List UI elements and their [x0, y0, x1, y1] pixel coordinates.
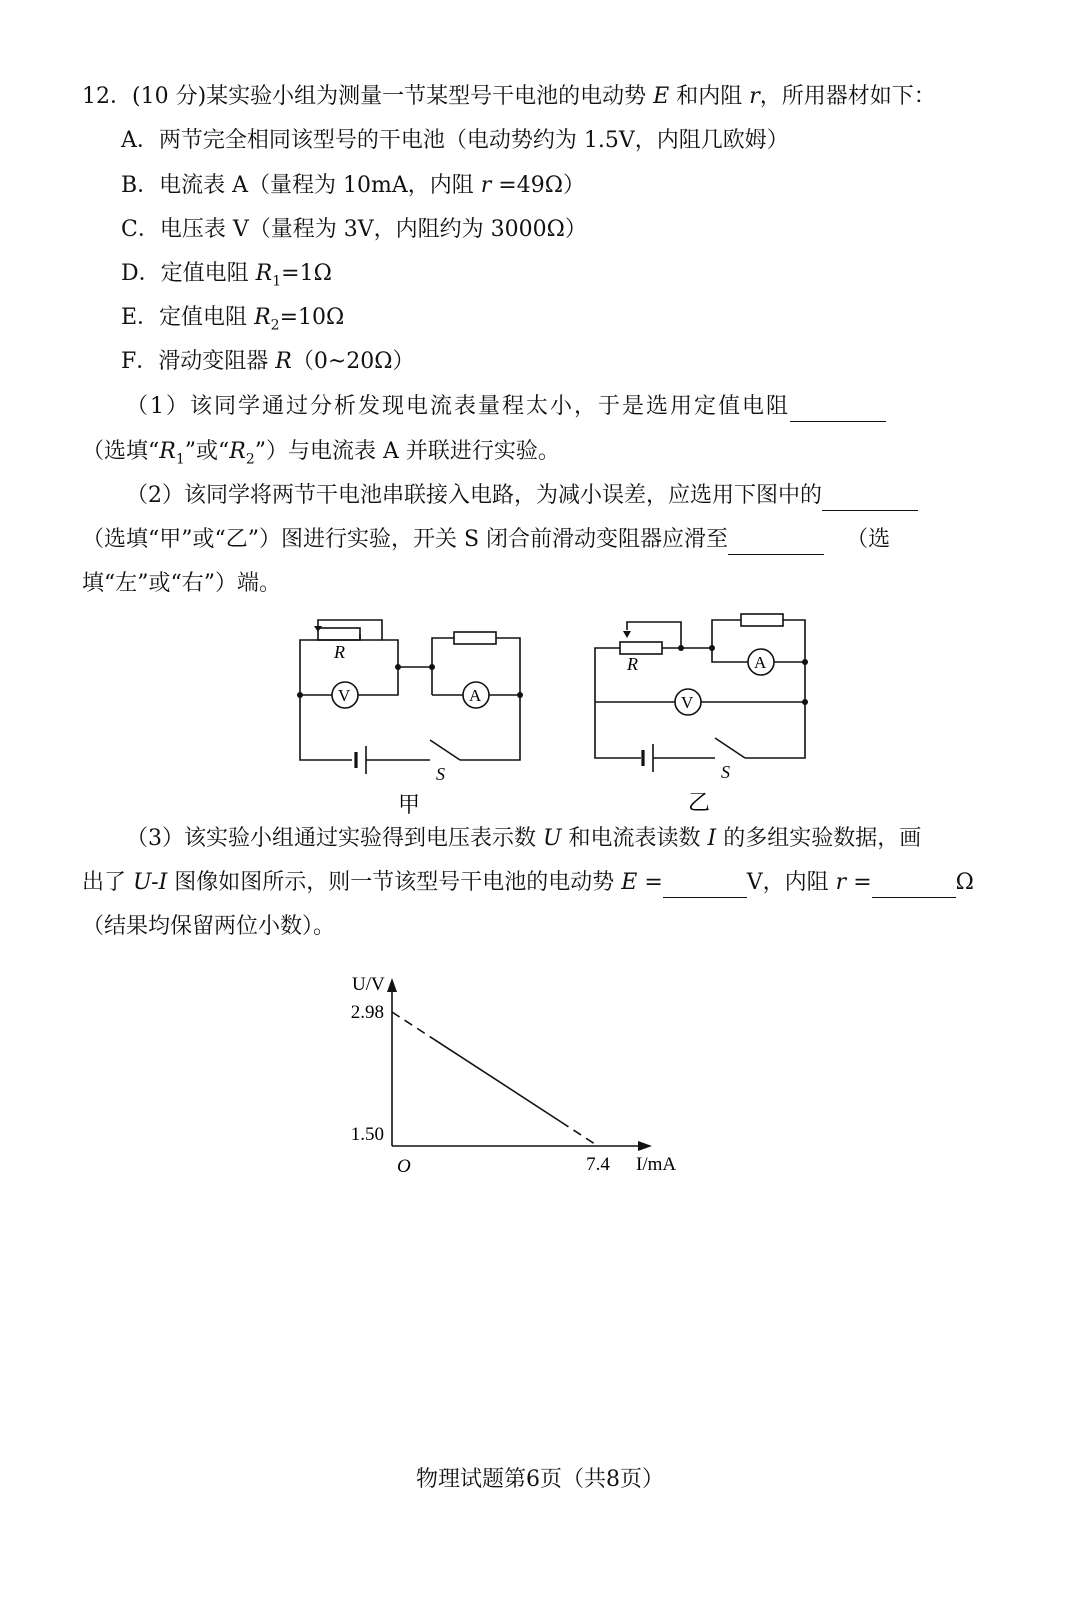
page-footer: 物理试题第6页（共8页）: [416, 1467, 664, 1492]
part1-line2: （选填“$R_1$”或“$R_2$”）与电流表 A 并联进行实验。: [82, 439, 560, 468]
caption-yi: 乙: [688, 790, 711, 815]
switch: [715, 738, 745, 758]
resistor: [454, 632, 496, 644]
part2-line1: （2）该同学将两节干电池串联接入电路，为减小误差，应选用下图中的: [126, 481, 918, 511]
y-tick-label: 2.98: [350, 1002, 384, 1023]
x-axis-label: I/mA: [636, 1154, 677, 1175]
answer-blank-5: [872, 873, 956, 898]
circuit-yi: [585, 600, 825, 815]
option-b: B．电流表 A（量程为 10mA，内阻 r =49Ω）: [121, 173, 585, 198]
x-tick-label: 7.4: [586, 1154, 610, 1175]
part1-line1: （1）该同学通过分析发现电流表量程太小，于是选用定值电阻: [126, 392, 886, 422]
answer-blank-4: [663, 873, 747, 898]
circuit-jia: [290, 600, 540, 815]
question-stem: 12．(10 分)某实验小组为测量一节某型号干电池的电动势 E 和内阻 r，所用器材如下：: [82, 84, 936, 109]
label-v: V: [681, 693, 694, 712]
option-d: D．定值电阻 $R_1=1\Omega$: [121, 261, 332, 290]
label-r: R: [334, 642, 345, 662]
label-r: R: [627, 654, 638, 674]
part3-line3: （结果均保留两位小数）。: [82, 914, 336, 939]
answer-blank-1: [790, 397, 886, 422]
y-axis-label: U/V: [352, 974, 385, 995]
rheostat-resistor: [318, 628, 360, 640]
series-line-extrapolated-end: [561, 1122, 598, 1146]
x-axis-arrow-icon: [638, 1141, 652, 1151]
answer-blank-3: [728, 530, 824, 555]
series-line-extrapolated-start: [392, 1012, 433, 1039]
part2-line2: （选填“甲”或“乙”）图进行实验，开关 S 闭合前滑动变阻器应滑至 （选: [82, 525, 890, 555]
part3-line2: 出了 U-I 图像如图所示，则一节该型号干电池的电动势 E = V，内阻 r = Ω: [82, 868, 974, 898]
ui-graph: [330, 960, 710, 1190]
y-axis-arrow-icon: [387, 978, 397, 992]
option-a: A．两节完全相同该型号的干电池（电动势约为 1.5V，内阻几欧姆）: [121, 128, 789, 153]
y-tick-label: 1.50: [350, 1124, 384, 1145]
answer-blank-2: [822, 486, 918, 511]
rheostat-arrow-icon: [314, 626, 322, 632]
origin-label: O: [397, 1156, 411, 1177]
resistor: [741, 614, 783, 626]
wire: [358, 640, 398, 695]
series-line-measured: [433, 1039, 561, 1122]
label-s: S: [721, 762, 730, 782]
label-a: A: [754, 653, 767, 672]
label-a: A: [469, 686, 482, 705]
part2-line3: 填“左”或“右”）端。: [82, 571, 281, 596]
part3-line1: （3）该实验小组通过实验得到电压表示数 U 和电流表读数 I 的多组实验数据，画: [126, 826, 922, 851]
label-s: S: [436, 764, 445, 784]
option-f: F．滑动变阻器 R（0~20Ω）: [121, 349, 415, 374]
rheostat-arrow-icon: [623, 631, 631, 638]
switch: [430, 740, 460, 760]
label-v: V: [338, 686, 351, 705]
rheostat-resistor: [620, 642, 662, 654]
option-c: C．电压表 V（量程为 3V，内阻约为 3000Ω）: [121, 217, 587, 242]
caption-jia: 甲: [398, 792, 421, 815]
option-e: E．定值电阻 $R_2=10\Omega$: [121, 305, 345, 334]
